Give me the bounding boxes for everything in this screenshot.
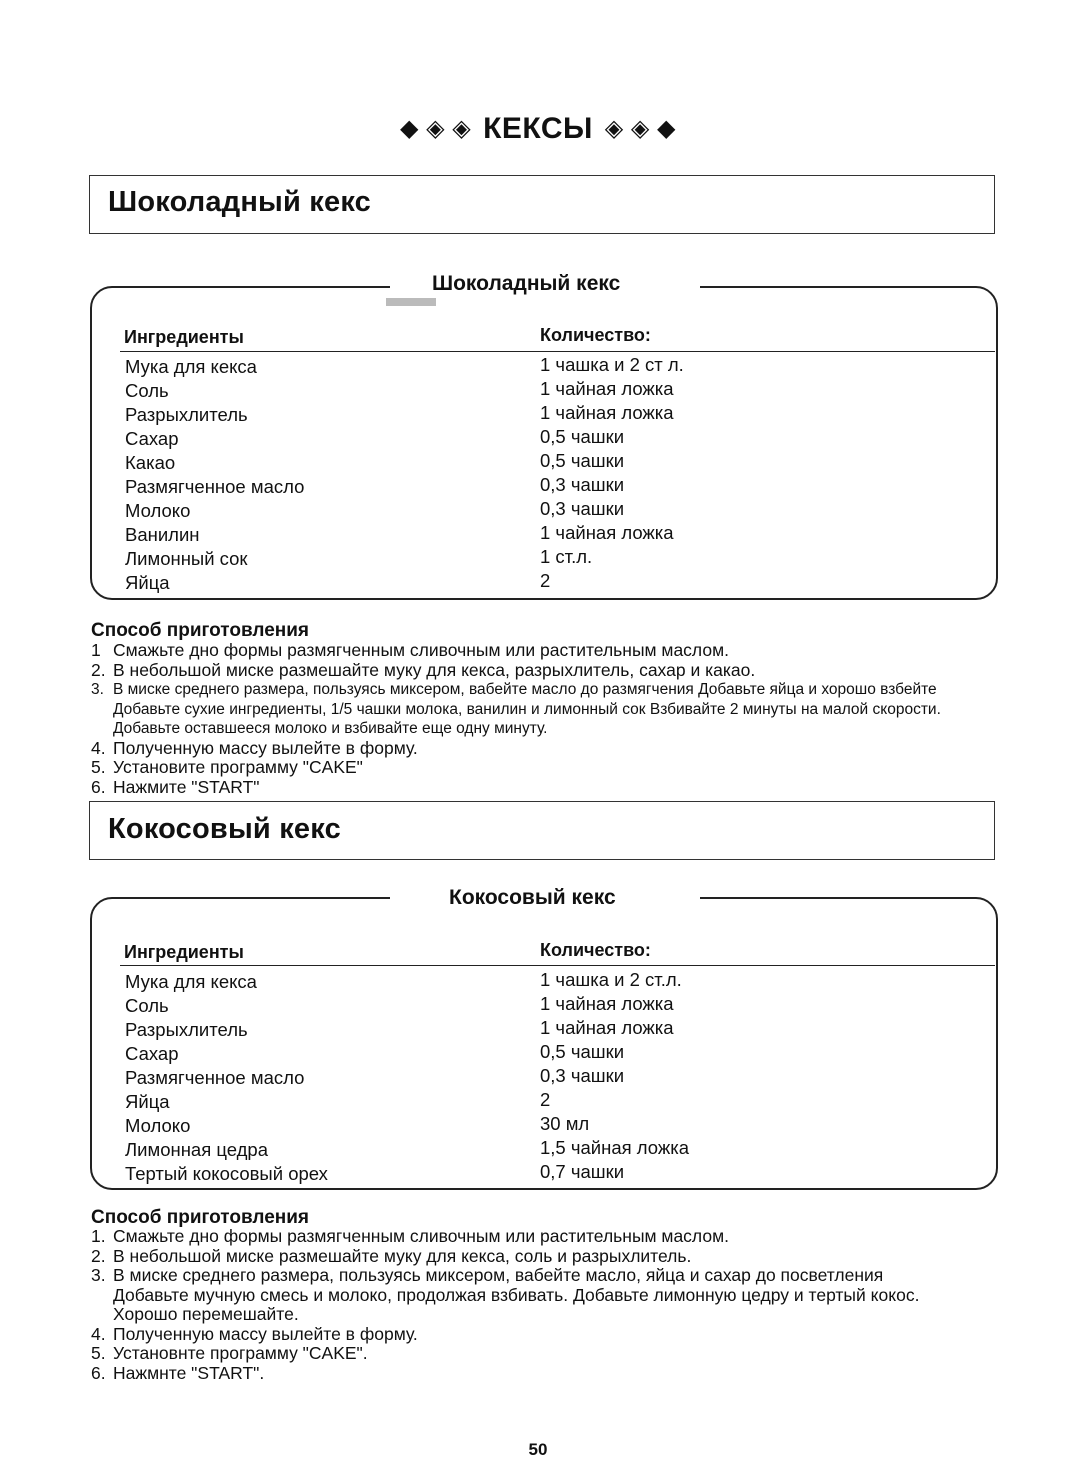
ingredient-qty: 0,3 чашки: [540, 498, 625, 519]
quantity-list: [540, 353, 684, 593]
step: [91, 739, 991, 759]
ingredient-name: Размягченное масло: [125, 1067, 305, 1088]
step: [91, 680, 991, 739]
page-number: 50: [528, 1440, 548, 1459]
header-rule: [120, 351, 995, 352]
ingredient-name: Лимонная цедра: [125, 1139, 269, 1160]
step: [91, 778, 991, 798]
ingredient-qty: 2: [540, 1089, 551, 1110]
ingredient-qty: 2: [540, 570, 551, 591]
method-heading: Способ приготовления: [91, 620, 310, 641]
step-text: Смажьте дно формы размягченным сливочным или растительным маслом.: [113, 1226, 729, 1246]
step-text: В небольшой миске размешайте муку для кекса, разрыхлитель, сахар и какао.: [113, 659, 756, 680]
quantity-header: Количество:: [540, 940, 651, 960]
ingredient-name: Сахар: [125, 1043, 179, 1064]
step-text: Полученную массу вылейте в форму.: [113, 1323, 418, 1344]
page-title: [0, 112, 1076, 146]
ingredient-qty: 1 чайная ложка: [540, 1017, 674, 1038]
ingredient-name: Какао: [125, 452, 176, 473]
method-heading: Способ приготовления: [91, 1207, 310, 1228]
section-header-chocolate: [89, 175, 995, 234]
ingredient-qty: 0,3 чашки: [540, 474, 625, 495]
step-text: В миске среднего размера, пользуясь миксером, вабейте масло до размягчения Добавьте яйца и хорошо взбейте Добавьте сухие ингредиенты, 1/5 чашки молока, ванилин и лимонный сок Взбивайте 2 минуты на малой скорости. Добавьте оставшееся молоко и взбивайте еще одну минуту.: [113, 681, 941, 737]
ingredient-qty: 0,5 чашки: [540, 426, 625, 447]
ingredient-name: Разрыхлитель: [125, 1019, 248, 1040]
ingredient-name: Соль: [125, 380, 169, 401]
ingredient-list: [125, 355, 304, 595]
step-number: 1: [91, 640, 101, 660]
ingredient-qty: 1 чашка и 2 ст л.: [540, 354, 684, 375]
step-text: Установите программу "CAKE": [113, 757, 363, 777]
section-header-coconut: [89, 801, 995, 860]
step-number: 3.: [91, 1265, 106, 1285]
step-number: 1.: [91, 1226, 106, 1246]
step-number: 2.: [91, 1245, 106, 1266]
ingredient-qty: 1 чайная ложка: [540, 378, 674, 399]
header-rule: [120, 965, 995, 966]
step: [91, 1227, 991, 1247]
ingredient-name: Молоко: [125, 500, 191, 521]
step-number: 4.: [91, 737, 106, 758]
step-text: Полученную массу вылейте в форму.: [113, 737, 418, 758]
ingredient-qty: 0,7 чашки: [540, 1161, 625, 1182]
quantity-header: Количество:: [540, 325, 651, 345]
step: [91, 1344, 991, 1364]
method-steps: [91, 1227, 991, 1383]
ingredients-header: Ингредиенты: [124, 942, 244, 962]
step-number: 5.: [91, 1343, 106, 1363]
section-title: Шоколадный кекс: [108, 186, 372, 218]
step-number: 6.: [91, 1362, 106, 1383]
ingredient-name: Тертый кокосовый орех: [125, 1163, 328, 1184]
ingredient-name: Сахар: [125, 428, 179, 449]
step: [91, 1325, 991, 1345]
section-title: Кокосовый кекс: [108, 813, 341, 845]
diamond-ornament-right: ◈ ◈ ◆: [604, 115, 676, 142]
scan-artifact: [386, 298, 436, 306]
method-steps: [91, 641, 991, 797]
frame-title: Шоколадный кекс: [432, 272, 621, 295]
ingredient-qty: 30 мл: [540, 1113, 590, 1134]
step-text: В небольшой миске размешайте муку для кекса, соль и разрыхлитель.: [113, 1245, 692, 1266]
ingredient-qty: 0,5 чашки: [540, 1041, 625, 1062]
ingredient-qty: 1 чайная ложка: [540, 402, 674, 423]
ingredient-name: Яйца: [125, 1091, 170, 1112]
quantity-list: [540, 968, 689, 1184]
step: [91, 1364, 991, 1384]
ingredient-name: Мука для кекса: [125, 971, 257, 992]
ingredient-qty: 0,5 чашки: [540, 450, 625, 471]
step-text: Нажмнте "START".: [113, 1362, 265, 1383]
step-number: 2.: [91, 659, 106, 680]
diamond-ornament-left: ◆ ◈ ◈: [400, 115, 472, 142]
ingredient-qty: 1,5 чайная ложка: [540, 1137, 690, 1158]
ingredient-qty: 1 чайная ложка: [540, 522, 674, 543]
step: [91, 641, 991, 661]
ingredient-name: Лимонный сок: [125, 548, 248, 569]
step-number: 6.: [91, 776, 106, 797]
ingredient-name: Яйца: [125, 572, 170, 593]
step-text: Нажмите "START": [113, 776, 260, 797]
ingredient-list: [125, 970, 328, 1186]
ingredient-qty: 1 чашка и 2 ст.л.: [540, 969, 682, 990]
step-text: В миске среднего размера, пользуясь миксером, вабейте масло, яйца и сахар до посветления Добавьте мучную смесь и молоко, продолжая взбивать. Добавьте лимонную цедру и тертый кокос. Хорошо перемешайте.: [113, 1265, 920, 1324]
step: [91, 661, 991, 681]
step-number: 3.: [91, 681, 104, 698]
ingredient-name: Ванилин: [125, 524, 200, 545]
ingredient-name: Разрыхлитель: [125, 404, 248, 425]
step: [91, 1247, 991, 1267]
ingredient-name: Молоко: [125, 1115, 191, 1136]
step: [91, 1266, 933, 1325]
step-number: 5.: [91, 757, 106, 777]
step-text: Смажьте дно формы размягченным сливочным или растительным маслом.: [113, 640, 729, 660]
ingredient-name: Размягченное масло: [125, 476, 305, 497]
ingredient-name: Соль: [125, 995, 169, 1016]
ingredient-name: Мука для кекса: [125, 356, 257, 377]
step-number: 4.: [91, 1323, 106, 1344]
ingredient-qty: 1 ст.л.: [540, 546, 593, 567]
step: [91, 758, 991, 778]
ingredient-qty: 1 чайная ложка: [540, 993, 674, 1014]
frame-title: Кокосовый кекс: [449, 886, 616, 909]
ingredients-header: Ингредиенты: [124, 327, 244, 347]
page-title-text: КЕКСЫ: [483, 112, 593, 145]
step-text: Установнте программу "CAKE".: [113, 1343, 368, 1363]
ingredient-qty: 0,3 чашки: [540, 1065, 625, 1086]
